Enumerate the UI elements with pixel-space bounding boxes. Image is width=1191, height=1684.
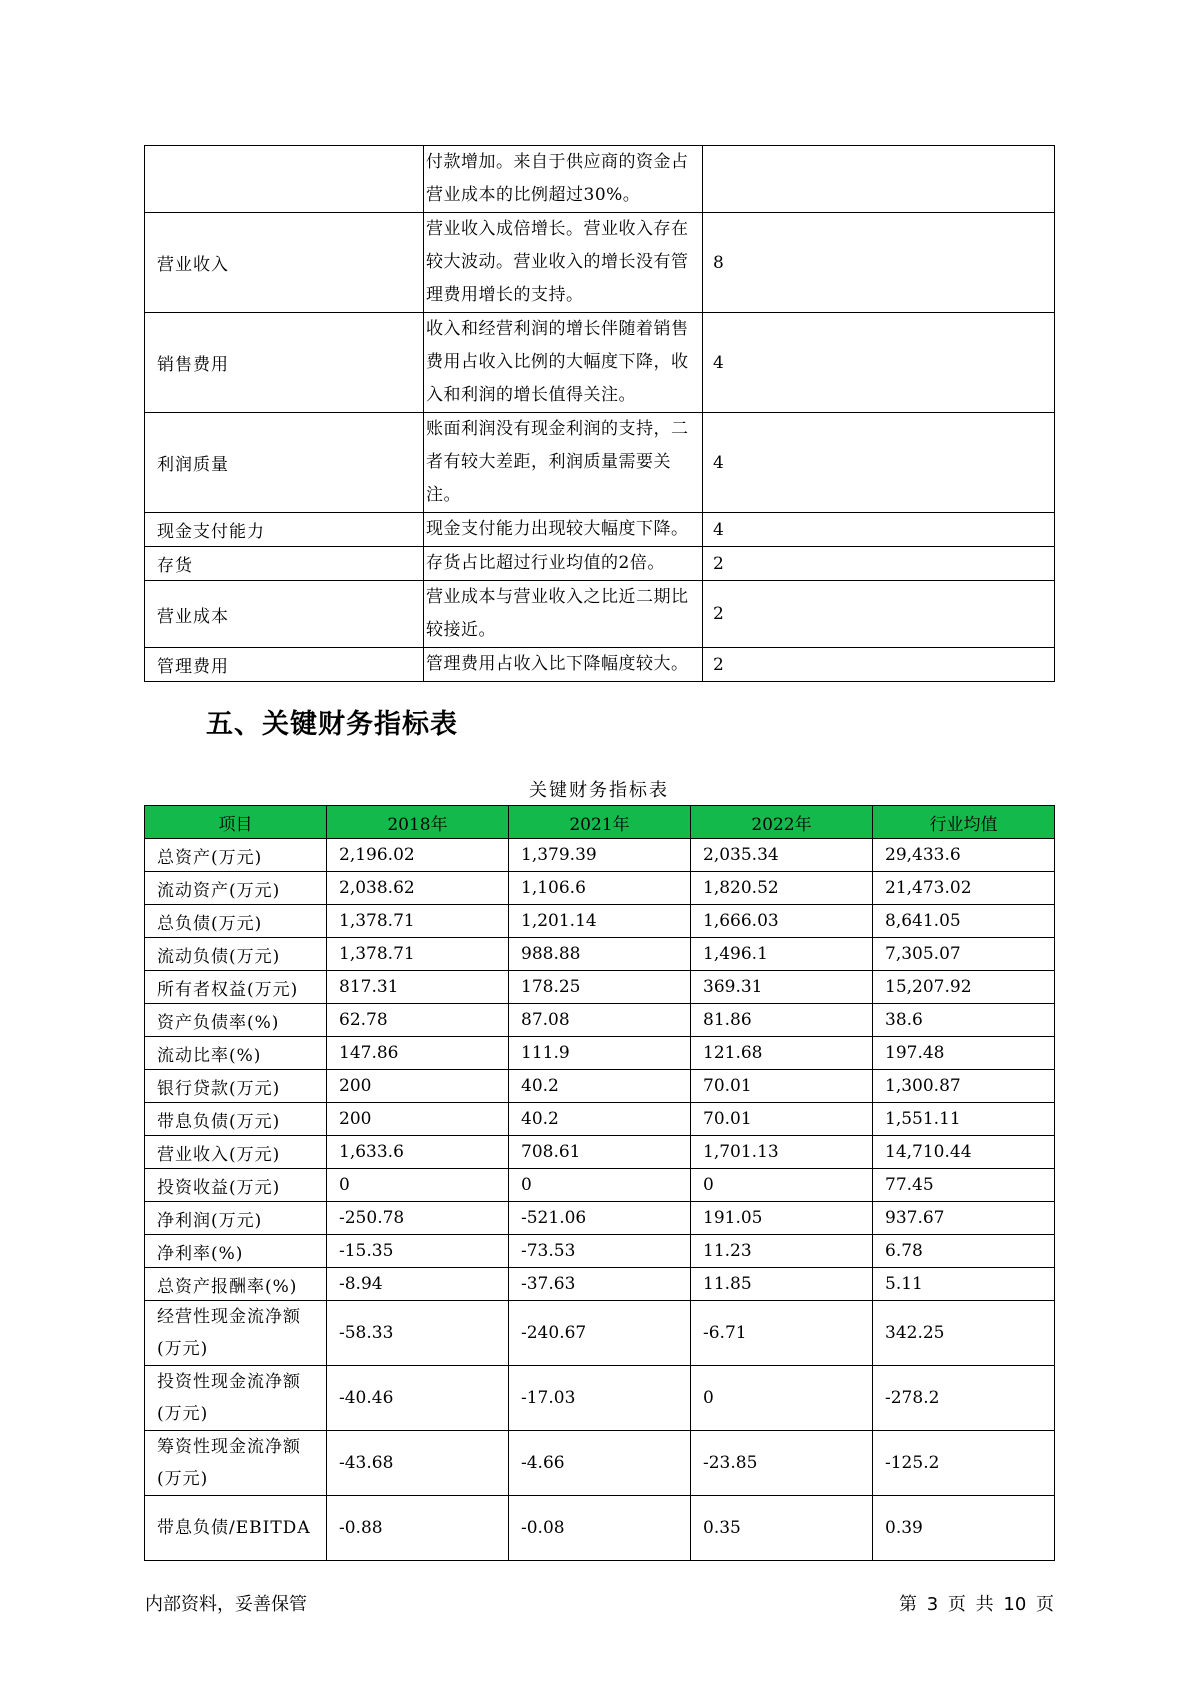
data-cell: -8.94 bbox=[327, 1268, 509, 1301]
data-cell: 62.78 bbox=[327, 1004, 509, 1037]
data-cell: 0.35 bbox=[691, 1496, 873, 1561]
risk-description: 存货占比超过行业均值的2倍。 bbox=[424, 547, 703, 581]
data-cell: -43.68 bbox=[327, 1431, 509, 1496]
data-cell: 200 bbox=[327, 1103, 509, 1136]
data-cell: 8,641.05 bbox=[873, 905, 1055, 938]
row-label: 投资性现金流净额(万元) bbox=[145, 1366, 327, 1431]
table-row bbox=[145, 1103, 1055, 1136]
data-cell: 147.86 bbox=[327, 1037, 509, 1070]
data-cell: 1,201.14 bbox=[509, 905, 691, 938]
row-label: 带息负债(万元) bbox=[145, 1103, 327, 1136]
risk-factor: 利润质量 bbox=[145, 413, 424, 513]
data-cell: 77.45 bbox=[873, 1169, 1055, 1202]
data-cell: -58.33 bbox=[327, 1301, 509, 1366]
data-cell: 817.31 bbox=[327, 971, 509, 1004]
data-cell: 111.9 bbox=[509, 1037, 691, 1070]
data-cell: -125.2 bbox=[873, 1431, 1055, 1496]
data-cell: 0.39 bbox=[873, 1496, 1055, 1561]
data-cell: 6.78 bbox=[873, 1235, 1055, 1268]
risk-score: 4 bbox=[703, 413, 1055, 513]
footer-confidential-note: 内部资料，妥善保管 bbox=[145, 1594, 307, 1615]
table-row bbox=[145, 1202, 1055, 1235]
data-cell: 708.61 bbox=[509, 1136, 691, 1169]
table-row bbox=[145, 1235, 1055, 1268]
data-cell: 2,196.02 bbox=[327, 839, 509, 872]
table-row bbox=[145, 413, 1055, 513]
data-cell: -240.67 bbox=[509, 1301, 691, 1366]
risk-score: 4 bbox=[703, 313, 1055, 413]
data-cell: 1,106.6 bbox=[509, 872, 691, 905]
column-header: 2021年 bbox=[509, 806, 691, 839]
data-cell: -0.88 bbox=[327, 1496, 509, 1561]
data-cell: 191.05 bbox=[691, 1202, 873, 1235]
row-label: 银行贷款(万元) bbox=[145, 1070, 327, 1103]
risk-factor: 销售费用 bbox=[145, 313, 424, 413]
table-row bbox=[145, 1268, 1055, 1301]
row-label: 总资产报酬率(%) bbox=[145, 1268, 327, 1301]
risk-factor: 营业收入 bbox=[145, 213, 424, 313]
risk-factor bbox=[145, 146, 424, 213]
column-header: 2022年 bbox=[691, 806, 873, 839]
data-cell: -73.53 bbox=[509, 1235, 691, 1268]
data-cell: 988.88 bbox=[509, 938, 691, 971]
table-row bbox=[145, 1496, 1055, 1561]
risk-description: 营业收入成倍增长。营业收入存在较大波动。营业收入的增长没有管理费用增长的支持。 bbox=[424, 213, 703, 313]
table-row bbox=[145, 213, 1055, 313]
column-header: 项目 bbox=[145, 806, 327, 839]
column-header: 2018年 bbox=[327, 806, 509, 839]
data-cell: 70.01 bbox=[691, 1070, 873, 1103]
risk-factor: 营业成本 bbox=[145, 581, 424, 648]
risk-description: 营业成本与营业收入之比近二期比较接近。 bbox=[424, 581, 703, 648]
data-cell: 40.2 bbox=[509, 1070, 691, 1103]
row-label: 所有者权益(万元) bbox=[145, 971, 327, 1004]
data-cell: -17.03 bbox=[509, 1366, 691, 1431]
risk-factor: 现金支付能力 bbox=[145, 513, 424, 547]
data-cell: -521.06 bbox=[509, 1202, 691, 1235]
data-cell: 38.6 bbox=[873, 1004, 1055, 1037]
table-row bbox=[145, 1301, 1055, 1366]
table-row bbox=[145, 971, 1055, 1004]
table-row bbox=[145, 313, 1055, 413]
table-row bbox=[145, 1037, 1055, 1070]
data-cell: 1,633.6 bbox=[327, 1136, 509, 1169]
risk-score: 8 bbox=[703, 213, 1055, 313]
data-cell: -0.08 bbox=[509, 1496, 691, 1561]
risk-description: 收入和经营利润的增长伴随着销售费用占收入比例的大幅度下降，收入和利润的增长值得关注。 bbox=[424, 313, 703, 413]
table-row bbox=[145, 872, 1055, 905]
risk-score: 2 bbox=[703, 547, 1055, 581]
table-row bbox=[145, 1169, 1055, 1202]
table-row bbox=[145, 146, 1055, 213]
risk-description: 账面利润没有现金利润的支持，二者有较大差距，利润质量需要关注。 bbox=[424, 413, 703, 513]
data-cell: 1,666.03 bbox=[691, 905, 873, 938]
data-cell: 0 bbox=[509, 1169, 691, 1202]
row-label: 筹资性现金流净额(万元) bbox=[145, 1431, 327, 1496]
row-label: 总资产(万元) bbox=[145, 839, 327, 872]
row-label: 营业收入(万元) bbox=[145, 1136, 327, 1169]
data-cell: 1,378.71 bbox=[327, 905, 509, 938]
table-row bbox=[145, 1366, 1055, 1431]
row-label: 净利率(%) bbox=[145, 1235, 327, 1268]
data-cell: 0 bbox=[327, 1169, 509, 1202]
table-header-row bbox=[145, 806, 1055, 839]
data-cell: 2,035.34 bbox=[691, 839, 873, 872]
data-cell: 1,378.71 bbox=[327, 938, 509, 971]
data-cell: 178.25 bbox=[509, 971, 691, 1004]
data-cell: 1,379.39 bbox=[509, 839, 691, 872]
data-cell: 1,820.52 bbox=[691, 872, 873, 905]
table-row bbox=[145, 1070, 1055, 1103]
data-cell: 21,473.02 bbox=[873, 872, 1055, 905]
table-row bbox=[145, 1136, 1055, 1169]
table-row bbox=[145, 1431, 1055, 1496]
risk-factor: 管理费用 bbox=[145, 648, 424, 682]
data-cell: 11.85 bbox=[691, 1268, 873, 1301]
key-financial-indicators-table bbox=[144, 805, 1055, 1561]
data-cell: 369.31 bbox=[691, 971, 873, 1004]
table-row bbox=[145, 581, 1055, 648]
row-label: 流动资产(万元) bbox=[145, 872, 327, 905]
data-cell: 197.48 bbox=[873, 1037, 1055, 1070]
risk-score: 2 bbox=[703, 648, 1055, 682]
data-cell: -40.46 bbox=[327, 1366, 509, 1431]
row-label: 带息负债/EBITDA bbox=[145, 1496, 327, 1561]
data-cell: -250.78 bbox=[327, 1202, 509, 1235]
section-heading: 五、关键财务指标表 bbox=[206, 709, 458, 740]
risk-factor: 存货 bbox=[145, 547, 424, 581]
row-label: 资产负债率(%) bbox=[145, 1004, 327, 1037]
row-label: 投资收益(万元) bbox=[145, 1169, 327, 1202]
data-cell: 342.25 bbox=[873, 1301, 1055, 1366]
table-row bbox=[145, 905, 1055, 938]
risk-score: 4 bbox=[703, 513, 1055, 547]
data-cell: 200 bbox=[327, 1070, 509, 1103]
table-row bbox=[145, 938, 1055, 971]
data-cell: 0 bbox=[691, 1366, 873, 1431]
data-cell: 5.11 bbox=[873, 1268, 1055, 1301]
table-row bbox=[145, 648, 1055, 682]
data-cell: 81.86 bbox=[691, 1004, 873, 1037]
footer-page-number: 第 3 页 共 10 页 bbox=[899, 1594, 1054, 1615]
row-label: 净利润(万元) bbox=[145, 1202, 327, 1235]
data-cell: 121.68 bbox=[691, 1037, 873, 1070]
data-cell: -6.71 bbox=[691, 1301, 873, 1366]
data-cell: -278.2 bbox=[873, 1366, 1055, 1431]
risk-description: 付款增加。来自于供应商的资金占营业成本的比例超过30%。 bbox=[424, 146, 703, 213]
risk-score bbox=[703, 146, 1055, 213]
table-caption: 关键财务指标表 bbox=[529, 780, 669, 801]
table-row bbox=[145, 513, 1055, 547]
data-cell: 1,701.13 bbox=[691, 1136, 873, 1169]
data-cell: 11.23 bbox=[691, 1235, 873, 1268]
data-cell: 29,433.6 bbox=[873, 839, 1055, 872]
data-cell: 1,300.87 bbox=[873, 1070, 1055, 1103]
row-label: 经营性现金流净额(万元) bbox=[145, 1301, 327, 1366]
data-cell: 0 bbox=[691, 1169, 873, 1202]
data-cell: 70.01 bbox=[691, 1103, 873, 1136]
data-cell: 15,207.92 bbox=[873, 971, 1055, 1004]
data-cell: 87.08 bbox=[509, 1004, 691, 1037]
column-header: 行业均值 bbox=[873, 806, 1055, 839]
data-cell: 14,710.44 bbox=[873, 1136, 1055, 1169]
data-cell: -37.63 bbox=[509, 1268, 691, 1301]
data-cell: -4.66 bbox=[509, 1431, 691, 1496]
risk-description: 管理费用占收入比下降幅度较大。 bbox=[424, 648, 703, 682]
data-cell: 937.67 bbox=[873, 1202, 1055, 1235]
data-cell: -15.35 bbox=[327, 1235, 509, 1268]
table-row bbox=[145, 839, 1055, 872]
table-row bbox=[145, 1004, 1055, 1037]
data-cell: 1,496.1 bbox=[691, 938, 873, 971]
risk-score: 2 bbox=[703, 581, 1055, 648]
risk-factor-table bbox=[144, 145, 1055, 682]
data-cell: 7,305.07 bbox=[873, 938, 1055, 971]
row-label: 流动比率(%) bbox=[145, 1037, 327, 1070]
data-cell: 2,038.62 bbox=[327, 872, 509, 905]
row-label: 总负债(万元) bbox=[145, 905, 327, 938]
data-cell: -23.85 bbox=[691, 1431, 873, 1496]
risk-description: 现金支付能力出现较大幅度下降。 bbox=[424, 513, 703, 547]
row-label: 流动负债(万元) bbox=[145, 938, 327, 971]
data-cell: 40.2 bbox=[509, 1103, 691, 1136]
table-row bbox=[145, 547, 1055, 581]
data-cell: 1,551.11 bbox=[873, 1103, 1055, 1136]
